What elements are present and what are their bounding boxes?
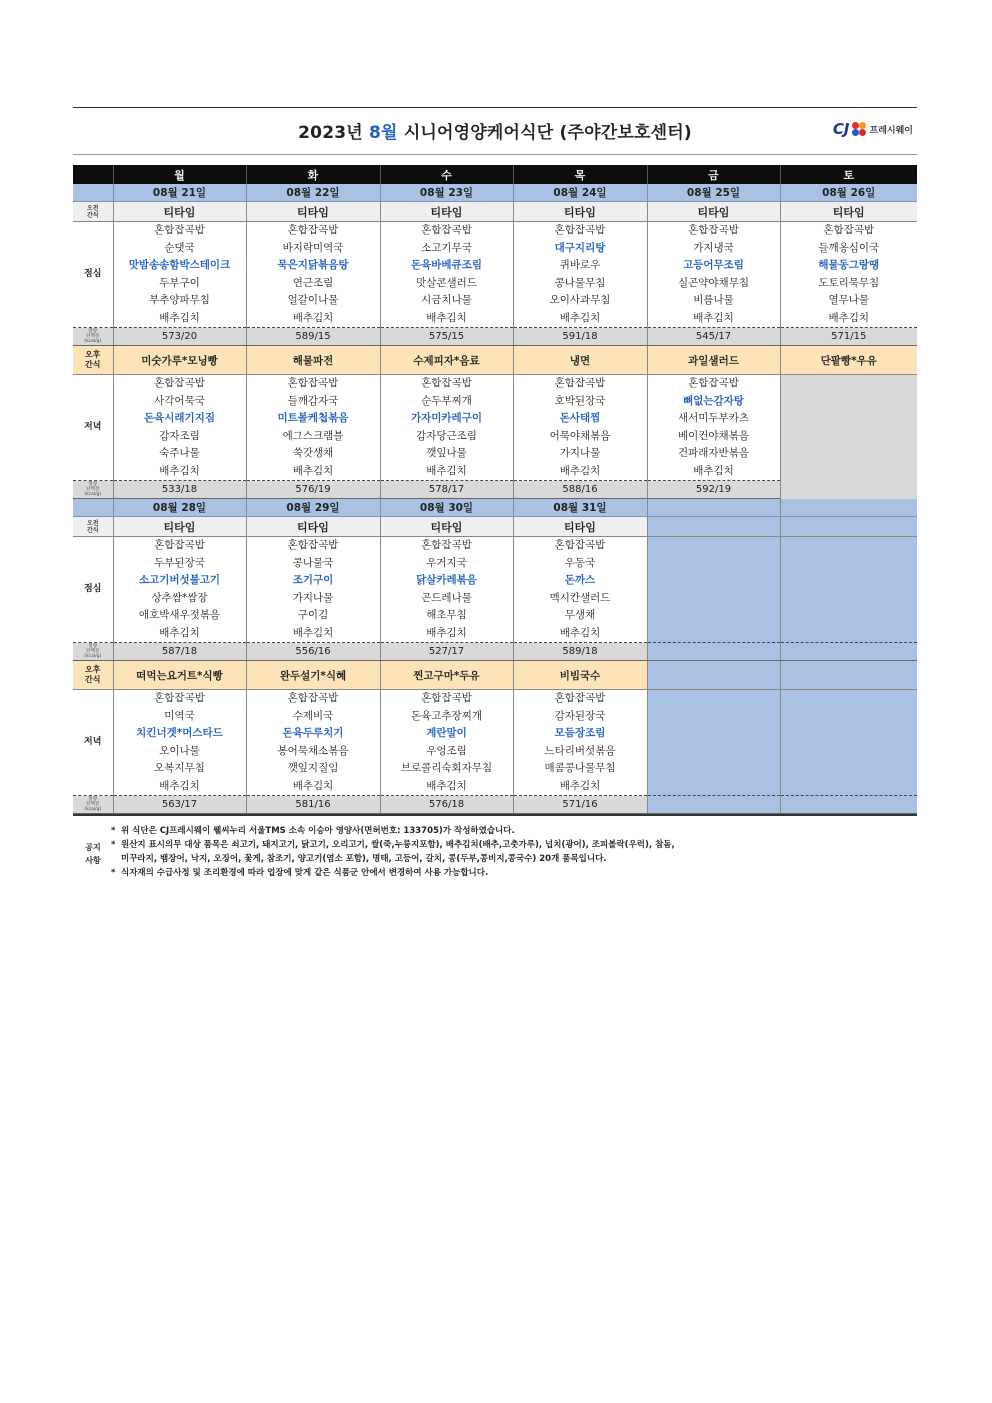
kcal-cell: 545/17: [647, 328, 780, 346]
row-label-part: 열량: [88, 644, 98, 649]
menu-item: 혼합잡곡밥: [554, 224, 606, 236]
blank-cell: [647, 499, 780, 517]
menu-item: 가지나물: [559, 447, 601, 459]
day-header-cell: 금: [647, 165, 780, 184]
pm-snack-cell: 찐고구마*두유: [380, 661, 513, 690]
lunch-cell: [380, 222, 513, 328]
notice-list: [73, 824, 917, 880]
menu-item: 미역국: [164, 709, 195, 722]
week1-date-row: [73, 184, 917, 202]
am-snack-cell: 티타임: [513, 517, 647, 537]
lunch-cell: [647, 222, 780, 328]
menu-item: 배추김치: [426, 779, 467, 792]
kcal-cell: 581/16: [246, 796, 380, 814]
kcal-cell: 571/16: [513, 796, 647, 814]
pm-snack-cell: 해물파전: [246, 346, 380, 375]
kcal-cell: 576/19: [246, 481, 380, 499]
page-title: [73, 118, 917, 143]
am-snack-cell: 티타임: [780, 202, 917, 222]
menu-item: 혼합잡곡밥: [554, 377, 606, 389]
menu-item: 연근조림: [292, 276, 334, 289]
menu-item: 비름나물: [693, 294, 734, 306]
menu-item: 배추김치: [159, 626, 200, 639]
title-row: [73, 108, 917, 154]
menu-item: 배추김치: [159, 311, 200, 324]
day-header-cell: 목: [513, 165, 647, 184]
menu-item: 매콤콩나물무침: [544, 762, 616, 774]
menu-item: 느타리버섯볶음: [544, 744, 616, 757]
title-year: 2023년: [298, 123, 363, 143]
lunch-cell: [113, 222, 246, 328]
menu-item: 돈육바베큐조림: [410, 259, 482, 271]
menu-item: 호박된장국: [554, 394, 606, 407]
blank-cell: [780, 517, 917, 537]
menu-item: 들깨옹심이국: [818, 241, 880, 254]
date-cell: 08월 29일: [246, 499, 380, 517]
week2-dinner-kcal-row: [73, 796, 917, 814]
date-cell: 08월 25일: [647, 184, 780, 202]
menu-item: 돈육고추장찌개: [410, 709, 482, 722]
blank-cell: [780, 537, 917, 643]
week1-lunch-kcal-row: [73, 328, 917, 346]
kcal-cell: 588/16: [513, 481, 647, 499]
title-rest: 시니어영양케어식단 (주야간보호센터): [403, 123, 692, 143]
kcal-cell: 576/18: [380, 796, 513, 814]
menu-item: 돈사태찜: [559, 412, 601, 424]
menu-item: 혼합잡곡밥: [154, 692, 205, 704]
lunch-cell: [380, 537, 513, 643]
week2-date-row: [73, 499, 917, 517]
row-label-part: 단백질: [86, 334, 100, 339]
day-header-cell: 토: [780, 165, 917, 184]
am-snack-cell: 티타임: [647, 202, 780, 222]
lunch-cell: [513, 537, 647, 643]
kcal-cell: 589/18: [513, 643, 647, 661]
date-corner: [73, 184, 113, 202]
menu-item: 해초무침: [426, 609, 467, 621]
menu-item: 순두부찌개: [421, 394, 472, 407]
menu-item: 우거지국: [426, 556, 467, 569]
dinner-cell: [246, 690, 380, 796]
menu-item: 배추김치: [159, 779, 200, 792]
dinner-cell: [513, 690, 647, 796]
logo-cj-text: CJ: [832, 120, 850, 138]
menu-item: 부추양파무침: [149, 294, 210, 306]
menu-item: 도토리묵무침: [818, 276, 880, 289]
dinner-cell: [113, 690, 246, 796]
dinner-cell: [246, 375, 380, 481]
row-label: [73, 661, 113, 690]
menu-item: 실곤약야채무침: [677, 276, 749, 289]
menu-item: 멕시칸샐러드: [549, 591, 611, 604]
menu-item: 우엉조림: [426, 744, 467, 757]
week1-dinner-row: [73, 375, 917, 481]
menu-item: 배추김치: [693, 464, 734, 477]
date-cell: 08월 30일: [380, 499, 513, 517]
dinner-cell: [380, 375, 513, 481]
lunch-cell: [246, 537, 380, 643]
menu-item: 혼합잡곡밥: [287, 692, 339, 704]
menu-item: 혼합잡곡밥: [688, 224, 739, 236]
menu-item: 혼합잡곡밥: [554, 692, 606, 704]
menu-item: 가지냉국: [693, 241, 734, 254]
am-snack-cell: 티타임: [380, 517, 513, 537]
row-label-part: 오전: [86, 204, 99, 212]
menu-item: 배추김치: [559, 311, 601, 324]
menu-item: 무생채: [564, 609, 596, 621]
menu-item: 두부구이: [159, 276, 200, 289]
menu-item: 배추김치: [292, 464, 334, 477]
dinner-cell: [113, 375, 246, 481]
notice-item: [111, 824, 917, 838]
menu-item: 곤드레나물: [421, 591, 472, 604]
menu-item: 베이컨야채볶음: [677, 429, 749, 442]
menu-item: 건파래자반볶음: [677, 447, 749, 459]
menu-item: 맛밤송송함박스테이크: [128, 259, 231, 271]
row-label: [73, 537, 113, 643]
bullet-icon: *: [111, 826, 116, 836]
kcal-cell: 527/17: [380, 643, 513, 661]
row-label-part: 단백질: [86, 487, 100, 492]
notice-item: [111, 866, 917, 880]
menu-item: 돈육시래기지짐: [143, 412, 215, 424]
cj-freshway-logo: [833, 120, 913, 138]
week2-pm-snack-row: [73, 661, 917, 690]
row-label: [73, 222, 113, 328]
menu-item: 감자된장국: [554, 709, 606, 722]
date-cell: 08월 28일: [113, 499, 246, 517]
blank-cell: [780, 796, 917, 814]
lunch-cell: [513, 222, 647, 328]
menu-item: 가지나물: [292, 591, 334, 604]
menu-item: 바지락미역국: [282, 241, 344, 254]
menu-item: 숙주나물: [159, 447, 200, 459]
day-header-row: [73, 165, 917, 184]
kcal-cell: 589/15: [246, 328, 380, 346]
menu-item: 혼합잡곡밥: [154, 377, 205, 389]
menu-item: 혼합잡곡밥: [287, 377, 339, 389]
row-label-part: 저녁: [84, 421, 102, 432]
menu-item: 오복지무침: [154, 762, 205, 774]
menu-item: 배추김치: [559, 626, 601, 639]
row-label-part: (kcal/g): [84, 807, 102, 812]
row-label: [73, 346, 113, 375]
menu-item: 혼합잡곡밥: [688, 377, 739, 389]
date-cell: 08월 24일: [513, 184, 647, 202]
row-label-part: 간식: [86, 211, 99, 219]
menu-item: 들깨감자국: [287, 394, 339, 407]
pm-snack-cell: 미숫가루*모닝빵: [113, 346, 246, 375]
kcal-cell: 533/18: [113, 481, 246, 499]
menu-item: 대구지리탕: [554, 241, 606, 254]
menu-item: 배추김치: [693, 311, 734, 324]
menu-item: 시금치나물: [421, 294, 472, 306]
menu-item: 혼합잡곡밥: [421, 539, 472, 551]
row-label-part: 간식: [85, 675, 101, 684]
menu-item: 에그스크램블: [282, 429, 344, 442]
row-label: [73, 643, 113, 661]
menu-item: 가자미카레구이: [410, 412, 482, 424]
menu-item: 혼합잡곡밥: [823, 224, 875, 236]
lunch-cell: [246, 222, 380, 328]
row-label: [73, 481, 113, 499]
menu-item: 맛살콘샐러드: [416, 276, 477, 289]
menu-item: 혼합잡곡밥: [154, 539, 205, 551]
menu-item: 모듬장조림: [554, 727, 606, 739]
row-label-part: 열량: [88, 482, 98, 487]
am-snack-cell: 티타임: [113, 517, 246, 537]
menu-item: 배추김치: [292, 311, 334, 324]
am-snack-cell: 티타임: [113, 202, 246, 222]
menu-item: 브로콜리숙회자무침: [400, 762, 493, 774]
menu-item: 혼합잡곡밥: [554, 539, 606, 551]
kcal-cell: 563/17: [113, 796, 246, 814]
dinner-cell: [380, 690, 513, 796]
notice-text: 위 식단은 CJ프레시웨이 웰씨누리 서울TMS 소속 이승아 영양사(면허번호: 133705)가 작성하였습니다.: [121, 826, 515, 836]
blank-cell: [647, 537, 780, 643]
menu-item: 해물동그랑땡: [818, 259, 880, 271]
menu-item: 묵은지닭볶음탕: [277, 259, 349, 271]
blank-cell: [647, 690, 780, 796]
kcal-cell: 571/15: [780, 328, 917, 346]
menu-item: 봉어묵채소볶음: [277, 744, 349, 757]
menu-item: 우동국: [564, 556, 596, 569]
am-snack-cell: 티타임: [246, 202, 380, 222]
row-label: [73, 328, 113, 346]
menu-item: 배추김치: [159, 464, 200, 477]
title-month: 8월: [369, 123, 398, 143]
kcal-cell: 587/18: [113, 643, 246, 661]
row-label-part: 점심: [84, 583, 102, 594]
menu-item: 뼈없는감자탕: [683, 394, 744, 407]
menu-item: 깻잎나물: [426, 447, 467, 459]
blank-cell: [647, 643, 780, 661]
menu-item: 혼합잡곡밥: [421, 377, 472, 389]
row-label-part: 저녁: [84, 736, 102, 747]
row-label-part: 오전: [86, 519, 99, 527]
date-cell: 08월 31일: [513, 499, 647, 517]
week1-lunch-row: [73, 222, 917, 328]
week2-am-snack-row: [73, 517, 917, 537]
notice-text: 식자재의 수급사정 및 조리환경에 따라 업장에 맞게 같은 식품군 안에서 변경하여 사용 가능합니다.: [121, 868, 489, 878]
menu-item: 닭살카레볶음: [416, 574, 477, 586]
bullet-icon: *: [111, 868, 116, 878]
blank-cell: [780, 661, 917, 690]
menu-item: 배추김치: [559, 464, 601, 477]
menu-item: 콩나물무침: [554, 276, 606, 289]
date-corner: [73, 499, 113, 517]
menu-item: 사각어묵국: [154, 394, 205, 407]
menu-item: 배추김치: [426, 626, 467, 639]
kcal-cell: 592/19: [647, 481, 780, 499]
row-label-part: 오후: [85, 350, 101, 359]
row-label: [73, 375, 113, 481]
kcal-cell: 556/16: [246, 643, 380, 661]
menu-item: 열무나물: [828, 294, 870, 306]
blank-cell: [780, 690, 917, 796]
row-label-part: 단백질: [86, 649, 100, 654]
lunch-cell: [113, 537, 246, 643]
pm-snack-cell: 냉면: [513, 346, 647, 375]
dinner-cell: [647, 375, 780, 481]
row-label-part: 오후: [85, 665, 101, 674]
week1-pm-snack-row: [73, 346, 917, 375]
weekly-menu-table: [73, 165, 917, 814]
menu-item: 어묵야채볶음: [549, 429, 611, 442]
menu-item: 감자조림: [159, 429, 200, 442]
notice-item: [121, 852, 917, 866]
row-label-part: 간식: [85, 360, 101, 369]
date-cell: 08월 23일: [380, 184, 513, 202]
day-header-cell: 월: [113, 165, 246, 184]
menu-item: 애호박새우젓볶음: [138, 609, 221, 621]
row-label: [73, 517, 113, 537]
menu-item: 돈육두루치기: [282, 727, 344, 739]
kcal-cell: 573/20: [113, 328, 246, 346]
menu-item: 얼갈이나물: [287, 294, 339, 306]
date-cell: 08월 22일: [246, 184, 380, 202]
row-label-part: 열량: [88, 329, 98, 334]
blank-cell: [647, 661, 780, 690]
menu-item: 미트볼케첩볶음: [277, 412, 349, 424]
week2-dinner-row: [73, 690, 917, 796]
notice-item: [111, 838, 917, 852]
menu-item: 오이나물: [159, 744, 200, 757]
notice-text: 원산지 표시의무 대상 품목은 쇠고기, 돼지고기, 닭고기, 오리고기, 쌀(죽,누룽지포함), 배추김치(배추,고춧가루), 넙치(광어), 조피볼락(우럭), 참돔,: [121, 840, 675, 850]
row-label: [73, 796, 113, 814]
menu-item: 조기구이: [292, 574, 334, 586]
menu-item: 배추김치: [292, 626, 334, 639]
dinner-cell: [513, 375, 647, 481]
blank-cell: [780, 499, 917, 517]
pm-snack-cell: 수제피자*음료: [380, 346, 513, 375]
date-cell: 08월 26일: [780, 184, 917, 202]
am-snack-cell: 티타임: [513, 202, 647, 222]
row-label: [73, 690, 113, 796]
menu-item: 혼합잡곡밥: [287, 224, 339, 236]
menu-item: 쑥갓생채: [292, 447, 334, 459]
week2-lunch-kcal-row: [73, 643, 917, 661]
menu-item: 소고기무국: [421, 241, 472, 254]
menu-item: 혼합잡곡밥: [154, 224, 205, 236]
logo-mark-icon: [852, 122, 866, 136]
menu-item: 배추김치: [426, 311, 467, 324]
menu-item: 치킨너겟*머스타드: [136, 727, 223, 739]
menu-item: 혼합잡곡밥: [421, 692, 472, 704]
blank-cell: [647, 517, 780, 537]
menu-item: 두부된장국: [154, 556, 205, 569]
menu-item: 콩나물국: [292, 556, 334, 569]
logo-brand-text: 프레시웨이: [869, 125, 913, 136]
day-header-corner: [73, 165, 113, 184]
menu-item: 배추김치: [426, 464, 467, 477]
pm-snack-cell: 과일샐러드: [647, 346, 780, 375]
menu-item: 순댓국: [164, 241, 195, 254]
kcal-cell: 591/18: [513, 328, 647, 346]
menu-item: 소고기버섯불고기: [138, 574, 221, 586]
menu-document: [73, 107, 917, 880]
menu-item: 돈까스: [564, 574, 596, 586]
day-header-cell: 수: [380, 165, 513, 184]
menu-item: 오이사과무침: [549, 294, 611, 306]
notice-label: 공지 사항: [85, 843, 101, 865]
pm-snack-cell: 단팥빵*우유: [780, 346, 917, 375]
menu-item: 수제비국: [292, 709, 334, 722]
menu-item: 새서미두부카츠: [677, 412, 749, 424]
menu-item: 깻잎지질임: [287, 762, 339, 774]
header-separator: [73, 154, 917, 165]
menu-item: 고등어무조림: [683, 259, 744, 271]
week1-am-snack-row: [73, 202, 917, 222]
row-label-part: (kcal/g): [84, 654, 102, 659]
menu-item: 배추김치: [292, 779, 334, 792]
am-snack-cell: 티타임: [380, 202, 513, 222]
week2-lunch-row: [73, 537, 917, 643]
bullet-icon: *: [111, 840, 116, 850]
row-label-part: 단백질: [86, 802, 100, 807]
pm-snack-cell: 떠먹는요거트*식빵: [113, 661, 246, 690]
menu-item: 배추김치: [559, 779, 601, 792]
kcal-cell: 578/17: [380, 481, 513, 499]
menu-item: 감자당근조림: [416, 429, 477, 442]
am-snack-cell: 티타임: [246, 517, 380, 537]
blank-cell: [780, 643, 917, 661]
menu-item: 배추김치: [828, 311, 870, 324]
menu-item: 혼합잡곡밥: [421, 224, 472, 236]
row-label-part: (kcal/g): [84, 339, 102, 344]
row-label-part: 열량: [88, 797, 98, 802]
day-header-cell: 화: [246, 165, 380, 184]
kcal-cell: 575/15: [380, 328, 513, 346]
pm-snack-cell: 비빔국수: [513, 661, 647, 690]
menu-item: 구이김: [297, 609, 329, 621]
row-label-part: 간식: [86, 526, 99, 534]
row-label: [73, 202, 113, 222]
blank-cell: [780, 375, 917, 499]
pm-snack-cell: 완두설기*식혜: [246, 661, 380, 690]
notice-section: [73, 814, 917, 880]
notice-text: 미꾸라지, 뱀장어, 낙지, 오징어, 꽃게, 참조기, 양고기(염소 포함), 명태, 고등어, 갈치, 콩(두부,콩비지,콩국수) 20개 품목입니다.: [121, 854, 607, 864]
menu-item: 퀴바로우: [559, 259, 601, 271]
row-label-part: (kcal/g): [84, 492, 102, 497]
date-cell: 08월 21일: [113, 184, 246, 202]
blank-cell: [647, 796, 780, 814]
menu-item: 혼합잡곡밥: [287, 539, 339, 551]
row-label-part: 점심: [84, 268, 102, 279]
lunch-cell: [780, 222, 917, 328]
menu-item: 계란말이: [426, 727, 467, 739]
menu-item: 상추쌈*쌈장: [151, 591, 208, 604]
